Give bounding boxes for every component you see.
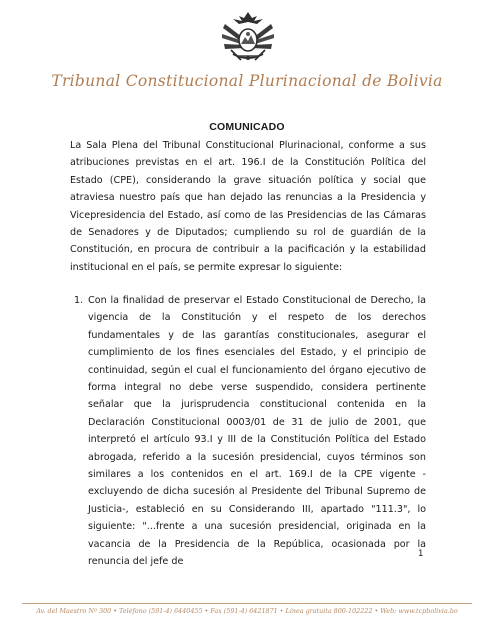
list-item	[74, 292, 426, 571]
footer-divider	[22, 603, 472, 604]
list-item-text: Con la finalidad de preservar el Estado Constitucional de Derecho, la vigencia de la Constitución y el respeto de los derechos fundamentales y de las garantías constitucionales, asegurar el cumplimiento de los fines esenciales del Estado, y el principio de continuidad, según el cual el funcionamiento del órgano ejecutivo de forma integral no debe verse suspendido, considera pertinente señalar que la jurisprudencia constitucional contenida en la Declaración Constitucional 0003/01 de 31 de julio de 2001, que interpretó el artículo 93.I y III de la Constitución Política del Estado abrogada, referido a la sucesión presidencial, cuyos términos son similares a los contenidos en el art. 169.I de la CPE vigente -excluyendo de dicha sucesión al Presidente del Tribunal Supremo de Justicia-, estableció en su Considerando III, apartado "111.3", lo siguiente: "...frente a una sucesión presidencial, originada en la vacancia de la Presidencia de la República, ocasionada por la renuncia del jefe de	[88, 295, 426, 568]
page-number: 1	[418, 549, 424, 559]
list-item-number: 1.	[74, 295, 84, 306]
footer-contact: Av. del Maestro Nº 300 • Teléfono (591-4) 6440455 • Fax (591-4) 6421871 • Línea gratuita 800-102222 • Web: www.tcpbolivia.bo	[36, 607, 458, 615]
intro-paragraph: La Sala Plena del Tribunal Constitucional Plurinacional, conforme a sus atribuciones previstas en el art. 196.I de la Constitución Política del Estado (CPE), considerando la grave situación política y social que atraviesa nuestro país que han dejado las renuncias a la Presidencia y Vicepresidencia del Estado, así como de las Presidencias de las Cámaras de Senadores y de Diputados; cumpliendo su rol de guardián de la Constitución, en procura de contribuir a la pacificación y la estabilidad institucional en el país, se permite expresar lo siguiente:	[70, 140, 426, 273]
bolivia-coat-of-arms-icon	[219, 10, 277, 68]
institution-name: Tribunal Constitucional Plurinacional de Bolivia	[51, 72, 443, 90]
document-title: COMUNICADO	[209, 121, 285, 133]
